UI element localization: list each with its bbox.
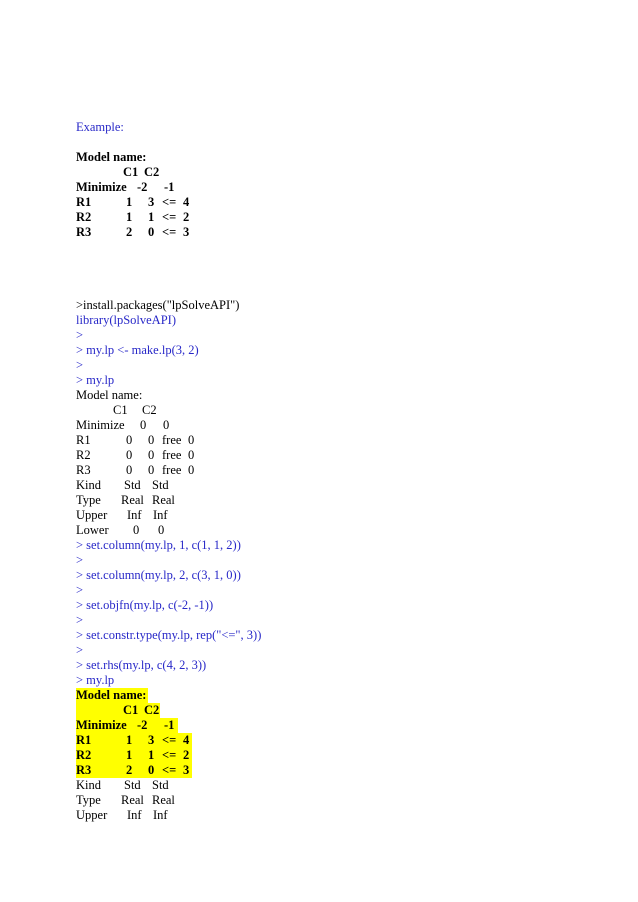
prompt: > bbox=[76, 358, 84, 372]
cell: free bbox=[162, 448, 182, 462]
output-type-row bbox=[76, 793, 376, 808]
cell: 0 bbox=[140, 418, 147, 432]
cell: Std bbox=[124, 478, 141, 492]
cell: 1 bbox=[126, 748, 133, 762]
cell: 3 bbox=[148, 733, 155, 747]
cell: 2 bbox=[126, 225, 133, 239]
cell: Real bbox=[152, 793, 175, 807]
model-header-row bbox=[76, 165, 376, 180]
highlighted-constraint-row bbox=[76, 748, 192, 763]
row-label: Minimize bbox=[76, 418, 125, 432]
output-constraint-row bbox=[76, 433, 376, 448]
col-header-c1: C1 bbox=[123, 703, 139, 717]
row-label: R1 bbox=[76, 733, 92, 747]
row-label: R1 bbox=[76, 433, 91, 447]
cell: 0 bbox=[126, 433, 133, 447]
cell: <= bbox=[162, 748, 177, 762]
row-label: Lower bbox=[76, 523, 109, 537]
cell: 0 bbox=[188, 448, 195, 462]
cmd-make-lp: > my.lp <- make.lp(3, 2) bbox=[76, 343, 199, 357]
cell: -1 bbox=[164, 180, 175, 194]
cell: <= bbox=[162, 225, 177, 239]
row-label: R2 bbox=[76, 748, 92, 762]
row-label: R2 bbox=[76, 210, 92, 224]
cell: 0 bbox=[158, 523, 165, 537]
cell: 4 bbox=[183, 733, 190, 747]
cell: -1 bbox=[164, 718, 175, 732]
cell: Inf bbox=[127, 508, 142, 522]
cell: 4 bbox=[183, 195, 190, 209]
cmd-print: > my.lp bbox=[76, 673, 115, 687]
cell: -2 bbox=[137, 180, 148, 194]
cell: 2 bbox=[183, 210, 190, 224]
example-label: Example: bbox=[76, 120, 124, 134]
cell: 0 bbox=[163, 418, 170, 432]
highlighted-model-name: Model name: bbox=[76, 688, 147, 702]
output-constraint-row bbox=[76, 463, 376, 478]
row-label: Minimize bbox=[76, 180, 127, 194]
constraint-row bbox=[76, 195, 376, 210]
output-header-row bbox=[76, 403, 376, 418]
cell: Real bbox=[121, 793, 144, 807]
cell: 2 bbox=[126, 763, 133, 777]
cmd-print: > my.lp bbox=[76, 373, 115, 387]
cell: 0 bbox=[188, 463, 195, 477]
row-label: Kind bbox=[76, 478, 101, 492]
model-name-line: Model name: bbox=[76, 150, 147, 164]
row-label: Upper bbox=[76, 508, 108, 522]
highlighted-minimize-row bbox=[76, 718, 178, 733]
output-lower-row bbox=[76, 523, 376, 538]
cell: free bbox=[162, 463, 182, 477]
cell: Inf bbox=[153, 508, 168, 522]
col-header-c1: C1 bbox=[123, 165, 139, 179]
output-upper-row bbox=[76, 508, 376, 523]
cell: Std bbox=[124, 778, 141, 792]
highlighted-header-row bbox=[76, 703, 160, 718]
cell: 0 bbox=[188, 433, 195, 447]
prompt: > bbox=[76, 583, 84, 597]
cell: Inf bbox=[127, 808, 142, 822]
row-label: R3 bbox=[76, 463, 91, 477]
row-label: Type bbox=[76, 493, 101, 507]
cell: <= bbox=[162, 763, 177, 777]
cell: 0 bbox=[148, 433, 155, 447]
cell: 3 bbox=[148, 195, 155, 209]
constraint-row bbox=[76, 225, 376, 240]
minimize-row bbox=[76, 180, 376, 195]
prompt: > bbox=[76, 613, 84, 627]
cell: -2 bbox=[137, 718, 148, 732]
prompt: > bbox=[76, 643, 84, 657]
prompt: > bbox=[76, 328, 84, 342]
cmd-set-column-2: > set.column(my.lp, 2, c(3, 1, 0)) bbox=[76, 568, 241, 582]
cell: Real bbox=[152, 493, 175, 507]
cell: 0 bbox=[148, 225, 155, 239]
cell: 0 bbox=[148, 763, 155, 777]
cell: free bbox=[162, 433, 182, 447]
row-label: R2 bbox=[76, 448, 91, 462]
highlighted-constraint-row bbox=[76, 733, 192, 748]
cell: 0 bbox=[126, 448, 133, 462]
cell: 1 bbox=[148, 748, 155, 762]
row-label: Type bbox=[76, 793, 101, 807]
highlighted-constraint-row bbox=[76, 763, 192, 778]
cell: 0 bbox=[133, 523, 140, 537]
cell: 1 bbox=[126, 195, 133, 209]
cmd-set-constr-type: > set.constr.type(my.lp, rep("<=", 3)) bbox=[76, 628, 262, 642]
cell: 0 bbox=[148, 448, 155, 462]
output-model-name: Model name: bbox=[76, 388, 143, 402]
row-label: Upper bbox=[76, 808, 108, 822]
cell: 0 bbox=[148, 463, 155, 477]
col-header-c2: C2 bbox=[144, 703, 160, 717]
cmd-library: library(lpSolveAPI) bbox=[76, 313, 176, 327]
cell: Inf bbox=[153, 808, 168, 822]
output-kind-row bbox=[76, 778, 376, 793]
cell: 1 bbox=[126, 733, 133, 747]
prompt: > bbox=[76, 553, 84, 567]
output-constraint-row bbox=[76, 448, 376, 463]
cell: 0 bbox=[126, 463, 133, 477]
cmd-set-objfn: > set.objfn(my.lp, c(-2, -1)) bbox=[76, 598, 214, 612]
cell: 3 bbox=[183, 763, 190, 777]
cell: Real bbox=[121, 493, 144, 507]
output-kind-row bbox=[76, 478, 376, 493]
cmd-set-column-1: > set.column(my.lp, 1, c(1, 1, 2)) bbox=[76, 538, 241, 552]
cmd-set-rhs: > set.rhs(my.lp, c(4, 2, 3)) bbox=[76, 658, 207, 672]
cell: 1 bbox=[148, 210, 155, 224]
row-label: R1 bbox=[76, 195, 92, 209]
output-minimize-row bbox=[76, 418, 376, 433]
cell: <= bbox=[162, 733, 177, 747]
col-header-c2: C2 bbox=[144, 165, 160, 179]
col-header-c1: C1 bbox=[113, 403, 128, 417]
cell: <= bbox=[162, 210, 177, 224]
constraint-row bbox=[76, 210, 376, 225]
row-label: Minimize bbox=[76, 718, 127, 732]
output-upper-row bbox=[76, 808, 376, 823]
row-label: Kind bbox=[76, 778, 101, 792]
col-header-c2: C2 bbox=[142, 403, 157, 417]
output-type-row bbox=[76, 493, 376, 508]
cell: 2 bbox=[183, 748, 190, 762]
cmd-install: >install.packages("lpSolveAPI") bbox=[76, 298, 240, 312]
row-label: R3 bbox=[76, 225, 92, 239]
cell: Std bbox=[152, 478, 169, 492]
cell: <= bbox=[162, 195, 177, 209]
cell: Std bbox=[152, 778, 169, 792]
row-label: R3 bbox=[76, 763, 92, 777]
cell: 1 bbox=[126, 210, 133, 224]
cell: 3 bbox=[183, 225, 190, 239]
